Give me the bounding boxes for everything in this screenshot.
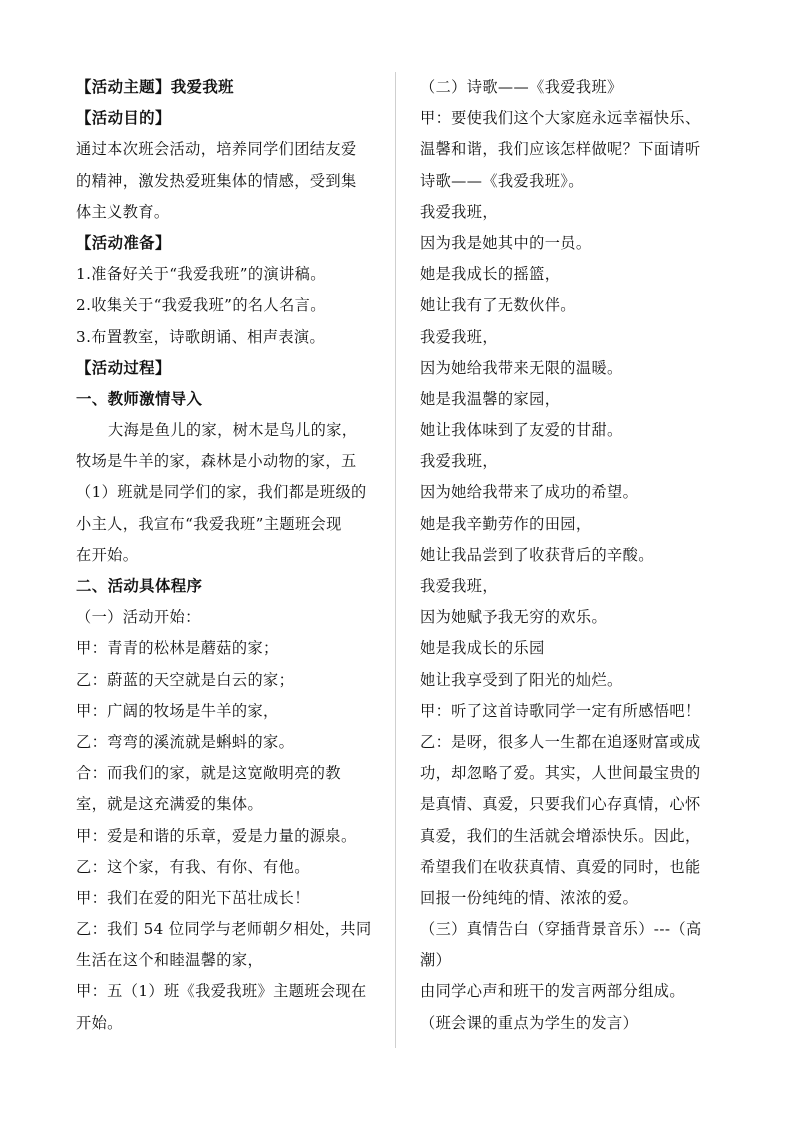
- text-line: 因为她赋予我无穷的欢乐。: [420, 608, 608, 627]
- text-line: 大海是鱼儿的家，树木是鸟儿的家，: [108, 421, 358, 440]
- text-line: 乙：是呀，很多人一生都在追逐财富或成: [420, 732, 701, 751]
- text-line: 甲：我们在爱的阳光下茁壮成长！: [76, 888, 310, 907]
- text-line: 2.收集关于“我爱我班”的名人名言。: [76, 296, 326, 315]
- text-line: 甲：要使我们这个大家庭永远幸福快乐、: [420, 109, 701, 128]
- section-heading: 【活动主题】我爱我班: [76, 78, 234, 96]
- text-line: 牧场是牛羊的家，森林是小动物的家，五: [76, 452, 357, 471]
- text-line: （三）真情告白（穿插背景音乐）---（高: [420, 920, 702, 939]
- text-line: 开始。: [76, 1013, 123, 1032]
- text-line: 她让我有了无数伙伴。: [420, 296, 576, 315]
- text-line: 诗歌——《我爱我班》。: [420, 171, 584, 190]
- text-line: 乙：蔚蓝的天空就是白云的家；: [76, 670, 295, 689]
- text-line: 希望我们在收获真情、真爱的同时，也能: [420, 857, 701, 876]
- text-line: 甲：听了这首诗歌同学一定有所感悟吧！: [420, 701, 701, 720]
- text-line: 她是我辛勤劳作的田园，: [420, 514, 592, 533]
- text-line: 乙：这个家，有我、有你、有他。: [76, 857, 310, 876]
- text-line: 回报一份纯纯的情、浓浓的爱。: [420, 888, 639, 907]
- text-line: 因为我是她其中的一员。: [420, 233, 592, 252]
- section-heading: 【活动目的】: [76, 109, 171, 128]
- text-line: （1）班就是同学们的家，我们都是班级的: [76, 483, 367, 502]
- section-heading: 【活动准备】: [76, 233, 171, 252]
- text-line: 通过本次班会活动，培养同学们团结友爱: [76, 140, 357, 159]
- text-line: （班会课的重点为学生的发言）: [420, 1013, 639, 1032]
- text-line: 的精神，激发热爱班集体的情感，受到集: [76, 171, 357, 190]
- text-line: 1.准备好关于“我爱我班”的演讲稿。: [76, 265, 326, 284]
- text-line: 她是我成长的乐园: [420, 639, 545, 658]
- text-line: 甲：爱是和谐的乐章，爱是力量的源泉。: [76, 826, 357, 845]
- text-line: 潮）: [420, 951, 452, 970]
- text-line: 3.布置教室，诗歌朗诵、相声表演。: [76, 327, 326, 346]
- section-heading: 【活动过程】: [76, 358, 171, 377]
- text-line: 甲：青青的松林是蘑菇的家；: [76, 639, 279, 658]
- text-line: 我爱我班，: [420, 327, 498, 346]
- text-line: 我爱我班，: [420, 202, 498, 221]
- text-line: 由同学心声和班干的发言两部分组成。: [420, 982, 685, 1001]
- text-line: 她让我享受到了阳光的灿烂。: [420, 670, 623, 689]
- column-divider: [395, 72, 396, 1048]
- section-heading: 一、教师激情导入: [76, 389, 203, 408]
- left-column: [76, 72, 384, 1039]
- text-line: （二）诗歌——《我爱我班》: [420, 78, 623, 96]
- text-line: 是真情、真爱，只要我们心存真情，心怀: [420, 795, 701, 814]
- section-heading: 二、活动具体程序: [76, 577, 203, 595]
- text-line: 她是我成长的摇篮，: [420, 265, 561, 284]
- text-line: 温馨和谐，我们应该怎样做呢？下面请听: [420, 140, 701, 159]
- text-line: （一）活动开始：: [76, 608, 201, 627]
- text-line: 她是我温馨的家园，: [420, 389, 561, 408]
- text-line: 室，就是这充满爱的集体。: [76, 795, 264, 814]
- text-line: 她让我品尝到了收获背后的辛酸。: [420, 545, 654, 564]
- text-line: 真爱，我们的生活就会增添快乐。因此，: [420, 826, 701, 845]
- text-line: 因为她给我带来无限的温暖。: [420, 358, 623, 377]
- text-line: 小主人，我宣布“我爱我班”主题班会现: [76, 514, 342, 533]
- text-line: 乙：我们 54 位同学与老师朝夕相处，共同: [76, 920, 372, 939]
- text-line: 甲：五（1）班《我爱我班》主题班会现在: [76, 982, 367, 1001]
- text-line: 在开始。: [76, 545, 139, 564]
- text-line: 甲：广阔的牧场是牛羊的家，: [76, 701, 279, 720]
- text-line: 合：而我们的家，就是这宽敞明亮的教: [76, 764, 341, 783]
- text-line: 我爱我班，: [420, 577, 498, 595]
- text-line: 体主义教育。: [76, 202, 170, 221]
- text-line: 我爱我班，: [420, 452, 498, 471]
- right-column: [420, 72, 732, 1039]
- text-line: 生活在这个和睦温馨的家，: [76, 951, 264, 970]
- text-line: 因为她给我带来了成功的希望。: [420, 483, 639, 502]
- text-line: 她让我体味到了友爱的甘甜。: [420, 421, 623, 440]
- text-line: 功，却忽略了爱。其实，人世间最宝贵的: [420, 764, 701, 783]
- text-line: 乙：弯弯的溪流就是蝌蚪的家。: [76, 732, 295, 751]
